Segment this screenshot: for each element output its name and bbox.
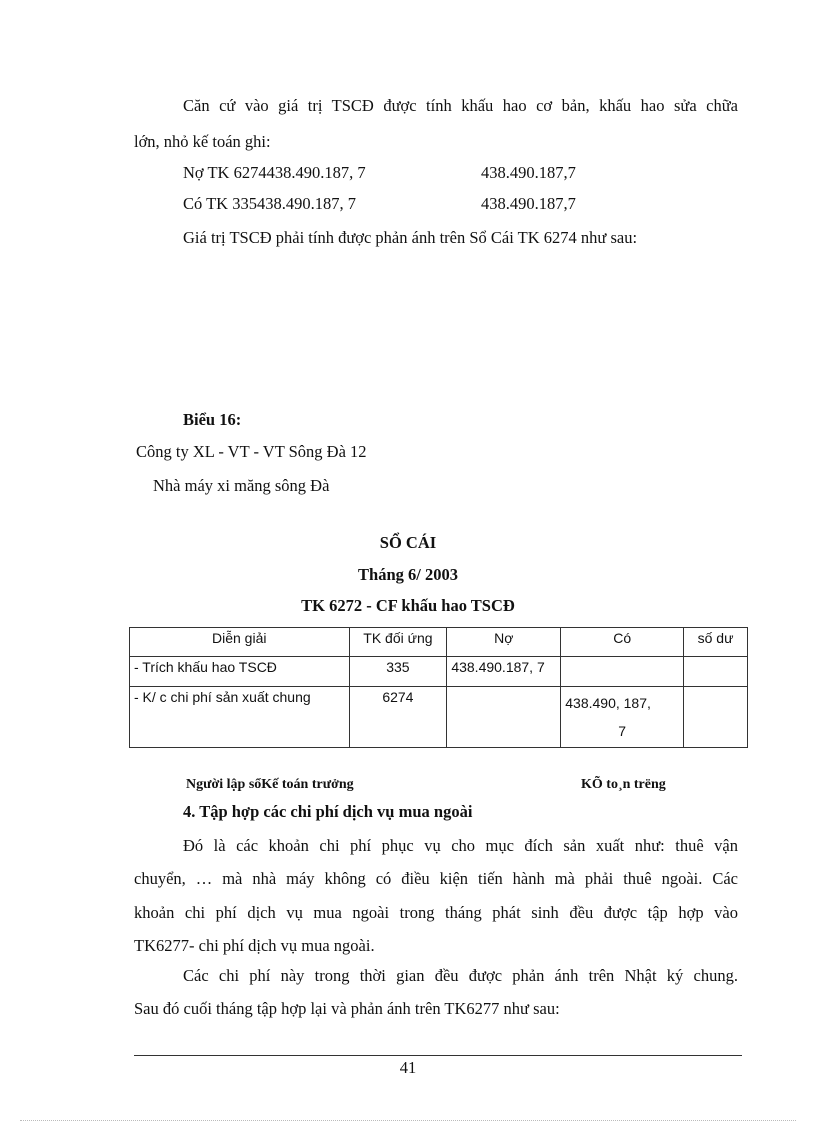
factory-name: Nhà máy xi măng sông Đà [153,476,330,495]
paragraph-1-line-1: Đó là các khoản chi phí phục vụ cho mục đích sản xuất như: thuê vận [183,836,738,855]
page-bottom-border [20,1120,796,1121]
paragraph-1-line-3: khoản chi phí dịch vụ mua ngoài trong tháng phát sinh đều được tập hợp vào [134,903,738,922]
page-number: 41 [399,1058,417,1077]
table-row [130,687,748,748]
cell-credit [561,657,684,687]
cell-credit-line-1: 438.490, 187, [565,695,651,711]
cell-debit [447,687,561,748]
footer-rule [134,1055,742,1056]
paragraph-1-line-2: chuyển, … mà nhà máy không có điều kiện tiến hành mà phải thuê ngoài. Các [134,869,738,888]
credit-entry-label: Có TK 335438.490.187, 7 [183,194,356,213]
header-balance: số dư [684,628,748,657]
cell-balance [684,657,748,687]
cell-description: - K/ c chi phí sản xuất chung [130,687,350,748]
table-row [130,657,748,687]
cell-contra-account: 335 [349,657,447,687]
signature-preparer-chief: Người lập sổKế toán trưởng [186,777,354,792]
cell-debit: 438.490.187, 7 [447,657,561,687]
intro-line-5: Giá trị TSCĐ phải tính được phản ánh trên Sổ Cái TK 6274 như sau: [183,228,638,247]
debit-entry-amount: 438.490.187,7 [481,163,576,182]
ledger-title: SỔ CÁI [379,533,437,552]
section-heading: 4. Tập hợp các chi phí dịch vụ mua ngoài [183,802,473,821]
ledger-period: Tháng 6/ 2003 [358,565,458,584]
paragraph-2-line-1: Các chi phí này trong thời gian đều được phản ánh trên Nhật ký chung. [183,966,738,985]
intro-line-2: lớn, nhỏ kế toán ghi: [134,132,271,151]
cell-credit-line-2: 7 [618,723,627,739]
intro-line-1: Căn cứ vào giá trị TSCĐ được tính khấu hao cơ bản, khấu hao sửa chữa [183,96,738,115]
ledger-table [129,627,748,748]
cell-contra-account: 6274 [349,687,447,748]
signature-chief-accountant: KÕ to¸n trëng [581,777,666,792]
credit-entry-amount: 438.490.187,7 [481,194,576,213]
form-number: Biểu 16: [183,410,242,429]
cell-balance [684,687,748,748]
header-credit: Có [561,628,684,657]
header-description: Diễn giải [130,628,350,657]
company-name: Công ty XL - VT - VT Sông Đà 12 [136,442,367,461]
paragraph-1-line-4: TK6277- chi phí dịch vụ mua ngoài. [134,936,375,955]
paragraph-2-line-2: Sau đó cuối tháng tập hợp lại và phản ánh trên TK6277 như sau: [134,999,560,1018]
table-header-row [130,628,748,657]
debit-entry-label: Nợ TK 6274438.490.187, 7 [183,163,366,182]
cell-credit [561,687,684,748]
header-contra-account: TK đối ứng [349,628,447,657]
cell-description: - Trích khấu hao TSCĐ [130,657,350,687]
header-debit: Nợ [447,628,561,657]
ledger-account: TK 6272 - CF khấu hao TSCĐ [301,596,515,615]
